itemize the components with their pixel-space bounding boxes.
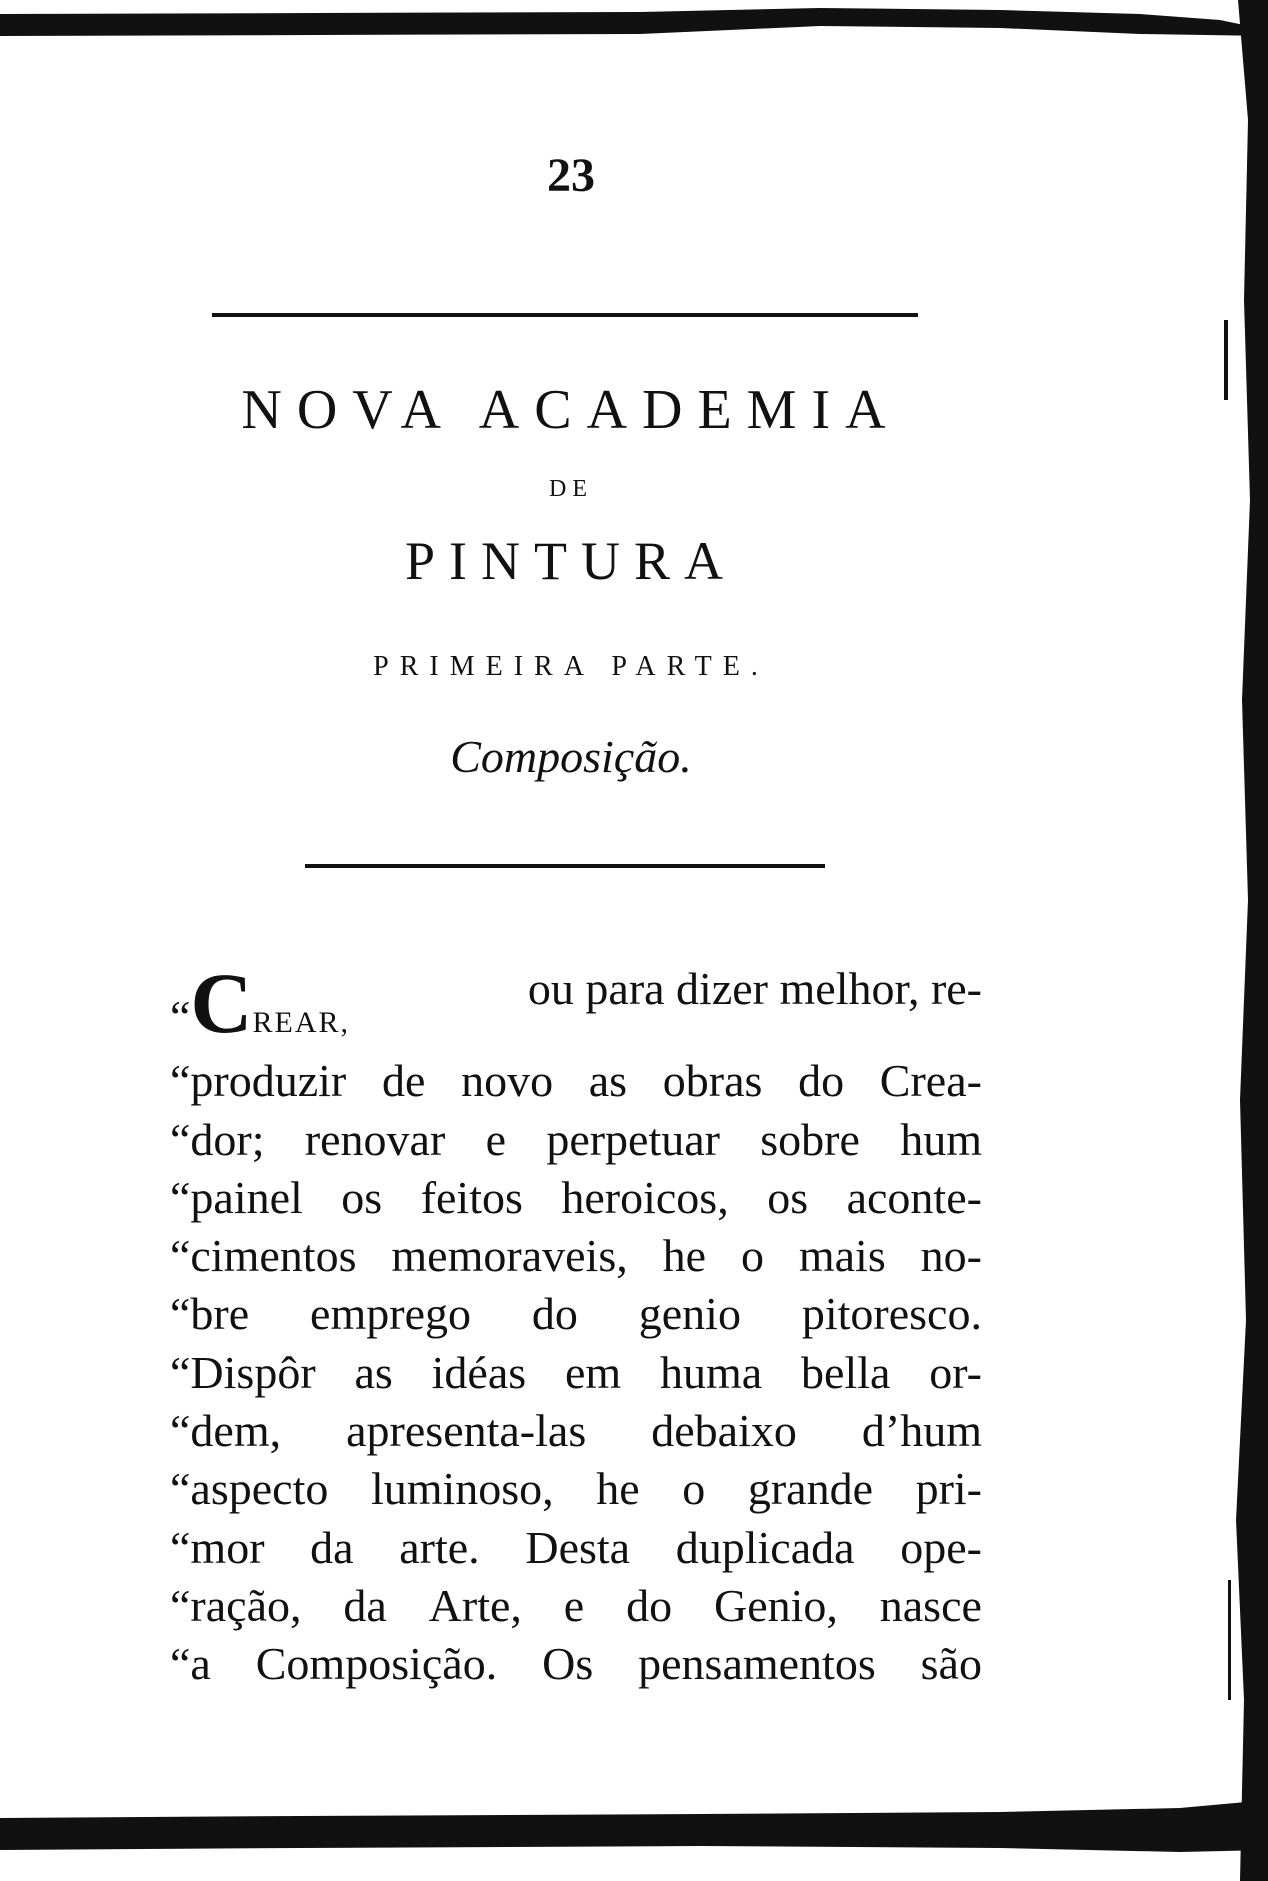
word: grande: [747, 1463, 873, 1515]
word: apresenta-las: [346, 1405, 587, 1457]
word: as: [354, 1346, 393, 1398]
body-text: [170, 955, 982, 1694]
text-line: [170, 1635, 982, 1693]
word: o: [740, 1230, 764, 1282]
opening-quote: “: [170, 991, 191, 1042]
word: “cimentos: [170, 1230, 357, 1282]
first-line-start: [170, 955, 351, 1052]
word: or-: [929, 1346, 982, 1398]
word: “produzir: [170, 1055, 347, 1107]
word: he: [662, 1230, 707, 1282]
word: idéas: [431, 1346, 527, 1398]
text-line: [170, 1227, 982, 1285]
word: os: [341, 1171, 383, 1223]
word: mais: [798, 1230, 886, 1282]
word: Arte,: [428, 1579, 522, 1631]
part-heading: PRIMEIRA PARTE.: [373, 651, 769, 682]
word: do: [626, 1579, 673, 1631]
word: “dem,: [170, 1405, 282, 1457]
word: d’hum: [861, 1405, 982, 1457]
word: as: [588, 1055, 628, 1107]
word: sobre: [760, 1113, 860, 1165]
word: renovar: [304, 1113, 446, 1165]
word: novo: [461, 1055, 554, 1107]
word: arte.: [399, 1521, 480, 1573]
text-line: [170, 1169, 982, 1227]
word: da: [343, 1579, 387, 1631]
word: os: [767, 1171, 809, 1223]
word: e: [485, 1113, 507, 1165]
top-rule: [212, 313, 918, 317]
word: memoraveis,: [391, 1230, 628, 1282]
word: heroicos,: [561, 1171, 729, 1223]
word: “mor: [170, 1521, 265, 1573]
word: Composição.: [255, 1638, 498, 1690]
word: bella: [801, 1346, 891, 1398]
text-line: [170, 1519, 982, 1577]
word: huma: [660, 1346, 763, 1398]
word: do: [531, 1288, 578, 1340]
word: duplicada: [675, 1521, 855, 1573]
top-scan-edge: [0, 0, 1268, 40]
word: Crea-: [879, 1055, 982, 1107]
word: Genio,: [713, 1579, 838, 1631]
first-line: [170, 955, 982, 1052]
first-line-rest: ou para dizer melhor, re-: [527, 963, 982, 1014]
bottom-scan-edge: [0, 1790, 1268, 1881]
first-word: REAR,: [252, 1006, 351, 1039]
word: pensamentos: [638, 1638, 876, 1690]
title-connector: DE: [549, 476, 593, 502]
word: hum: [900, 1113, 982, 1165]
drop-cap: C: [190, 955, 253, 1051]
word: perpetuar: [546, 1113, 720, 1165]
word: de: [381, 1055, 426, 1107]
word: luminoso,: [370, 1463, 554, 1515]
word: pitoresco.: [801, 1288, 982, 1340]
text-line: [170, 1577, 982, 1635]
word: nasce: [879, 1579, 982, 1631]
word: “dor;: [170, 1113, 265, 1165]
word: debaixo: [651, 1405, 797, 1457]
subtitle: PINTURA: [404, 531, 737, 591]
text-line: [170, 1052, 982, 1110]
word: Os: [542, 1638, 594, 1690]
word: e: [563, 1579, 585, 1631]
word: feitos: [420, 1171, 523, 1223]
word: “aspecto: [170, 1463, 329, 1515]
word: “a: [170, 1638, 211, 1690]
word: obras: [662, 1055, 763, 1107]
word: pri-: [915, 1463, 982, 1515]
word: he: [596, 1463, 640, 1515]
word: em: [564, 1346, 622, 1398]
text-line: [170, 1402, 982, 1460]
text-line: [170, 1111, 982, 1169]
section-rule: [305, 864, 825, 868]
page-number: 23: [547, 149, 595, 202]
word: do: [798, 1055, 845, 1107]
word: Desta: [525, 1521, 631, 1573]
word: genio: [638, 1288, 741, 1340]
word: “Dispôr: [170, 1346, 316, 1398]
word: “bre: [170, 1288, 250, 1340]
word: da: [310, 1521, 354, 1573]
word: são: [920, 1638, 982, 1690]
word: o: [682, 1463, 706, 1515]
main-title: NOVA ACADEMIA: [241, 379, 901, 441]
text-line: [170, 1344, 982, 1402]
text-line: [170, 1285, 982, 1343]
word: ope-: [900, 1521, 982, 1573]
word: “ração,: [170, 1579, 302, 1631]
word: aconte-: [846, 1171, 982, 1223]
right-scan-edge: [1200, 0, 1268, 1881]
word: no-: [920, 1230, 982, 1282]
word: “painel: [170, 1171, 303, 1223]
word: emprego: [310, 1288, 471, 1340]
section-heading: Composição.: [450, 731, 692, 782]
text-line: [170, 1460, 982, 1518]
